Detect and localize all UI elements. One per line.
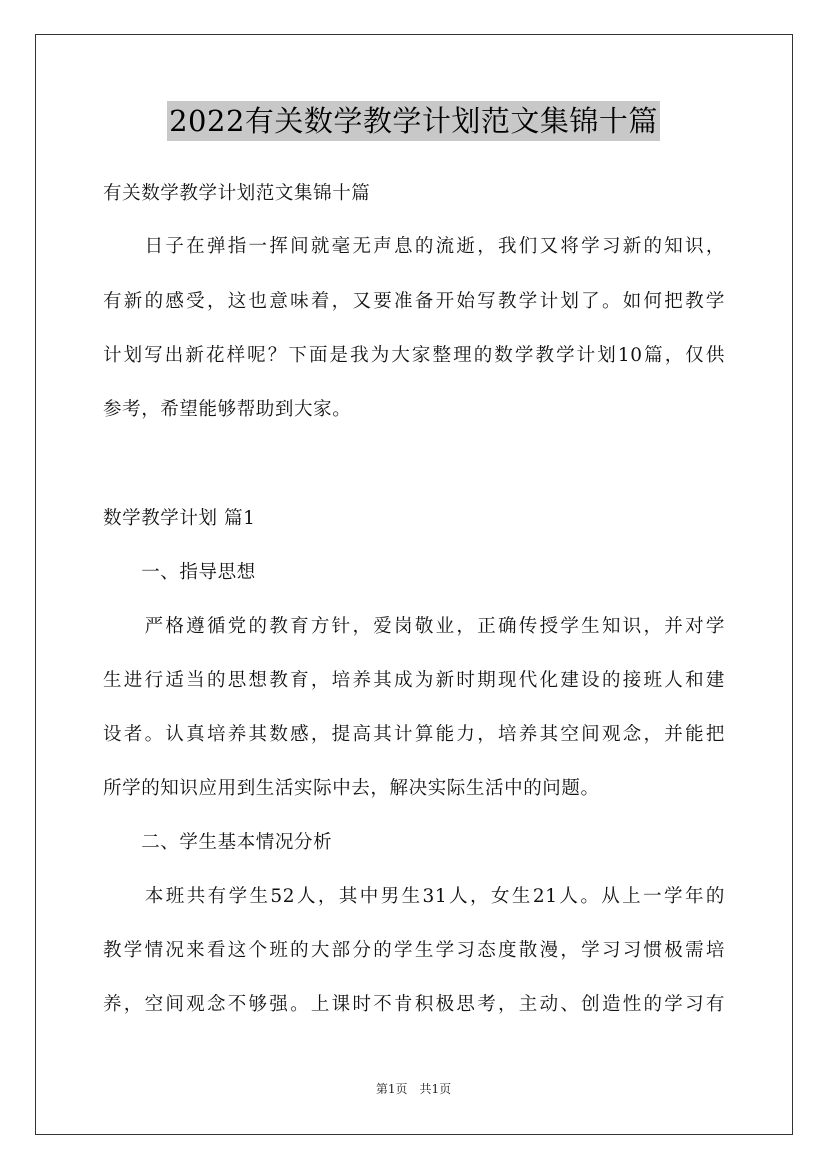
title-container: [0, 101, 827, 141]
paragraph-line: 设者。认真培养其数感，提高其计算能力，培养其空间观念，并能把: [103, 724, 725, 745]
paragraph-line: 所学的知识应用到生活实际中去，解决实际生活中的问题。: [103, 778, 600, 799]
paragraph-line: 本班共有学生52人，其中男生31人，女生21人。从上一学年的: [103, 886, 725, 907]
intro-line: 参考，希望能够帮助到大家。: [103, 399, 352, 420]
subheading-student-analysis: 二、学生基本情况分析: [103, 832, 333, 853]
intro-line: 有新的感受，这也意味着，又要准备开始写教学计划了。如何把教学: [103, 291, 725, 312]
document-subtitle: 有关数学教学计划范文集锦十篇: [103, 183, 371, 204]
paragraph-line: 养，空间观念不够强。上课时不肯积极思考，主动、创造性的学习有: [103, 994, 725, 1015]
section-heading: 数学教学计划 篇1: [103, 508, 256, 529]
intro-line: 日子在弹指一挥间就毫无声息的流逝，我们又将学习新的知识，: [103, 236, 725, 257]
intro-line: 计划写出新花样呢？下面是我为大家整理的数学教学计划10篇，仅供: [103, 345, 725, 366]
paragraph-line: 教学情况来看这个班的大部分的学生学习态度散漫，学习习惯极需培: [103, 940, 725, 961]
page-number: 第1页 共1页: [375, 1082, 452, 1096]
paragraph-line: 严格遵循党的教育方针，爱岗敬业，正确传授学生知识，并对学: [103, 616, 725, 637]
paragraph-line: 生进行适当的思想教育，培养其成为新时期现代化建设的接班人和建: [103, 670, 725, 691]
document-title: 2022有关数学教学计划范文集锦十篇: [167, 101, 660, 141]
subheading-guiding-ideology: 一、指导思想: [103, 562, 256, 583]
